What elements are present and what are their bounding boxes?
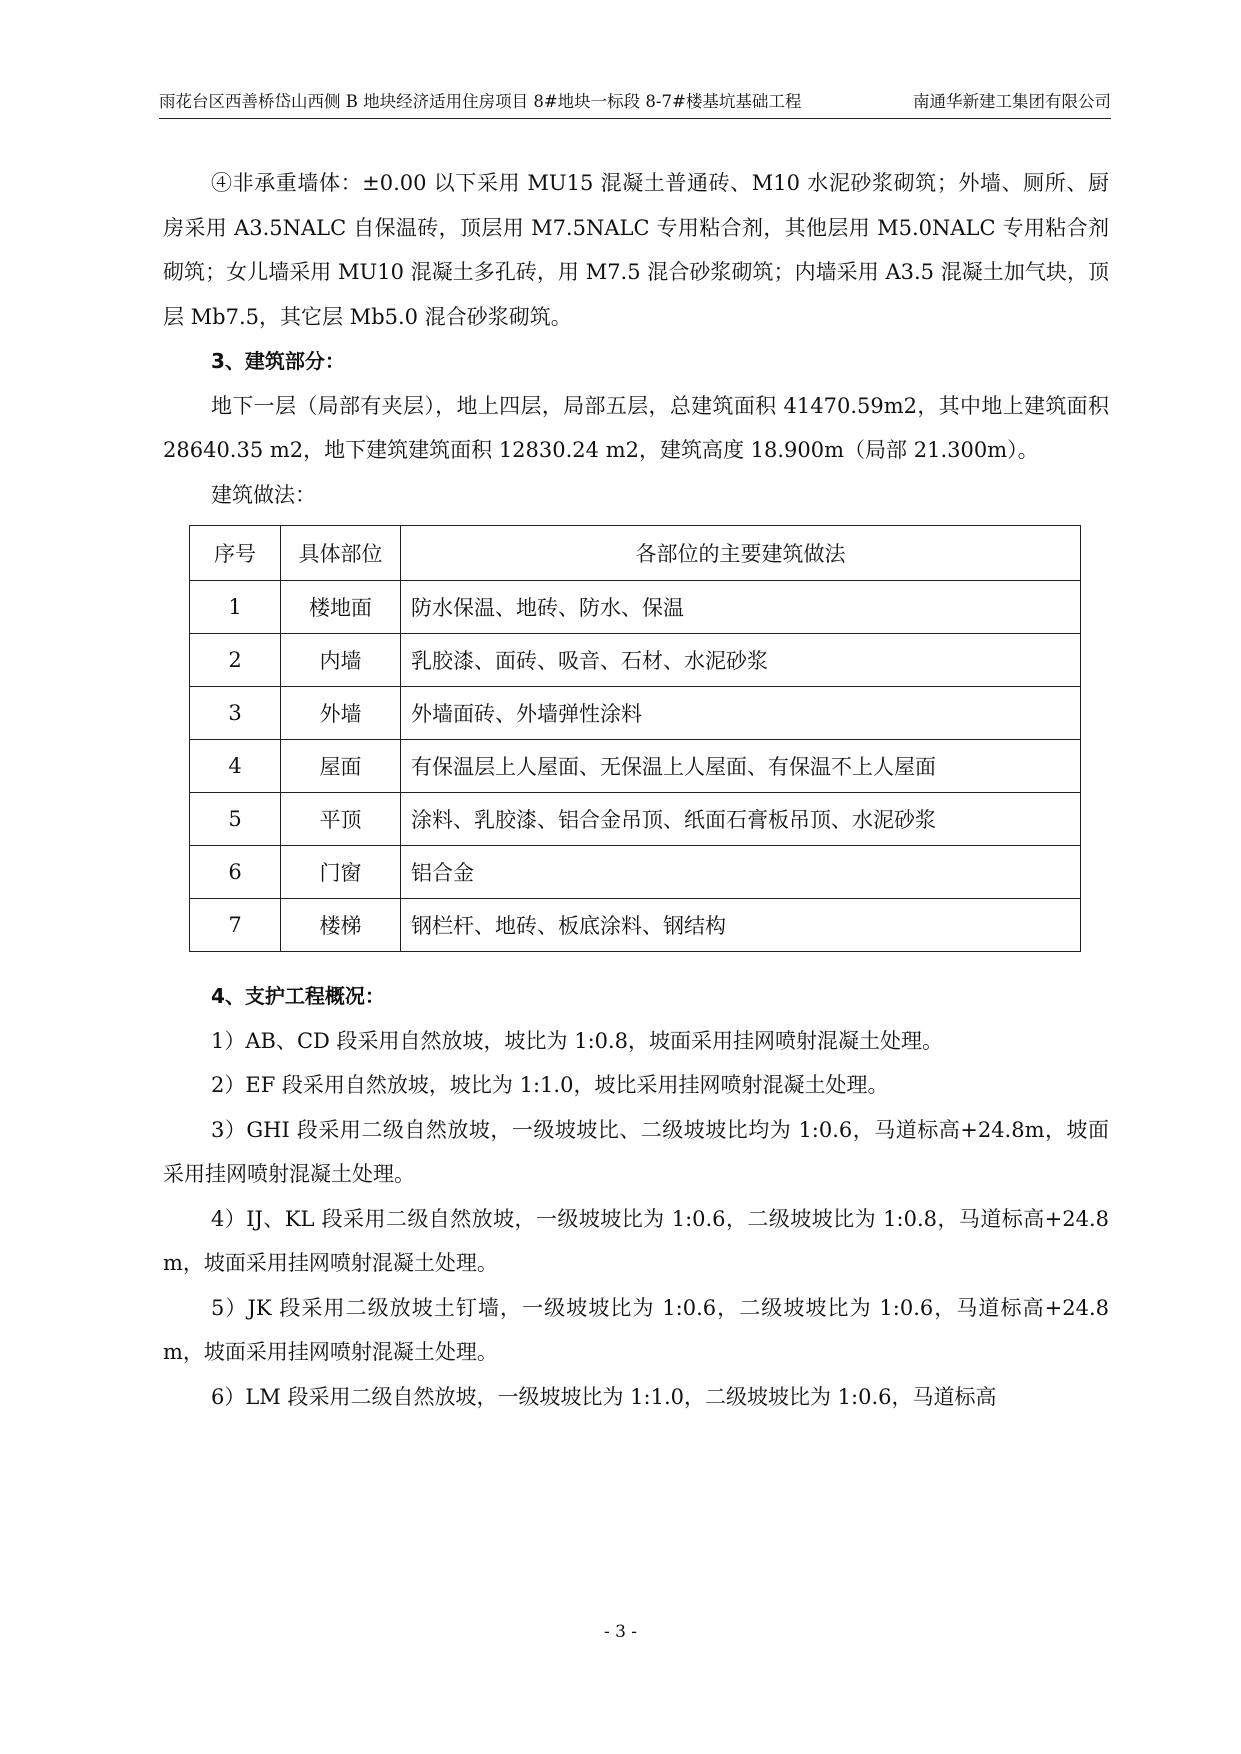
support-item-6: 6）LM 段采用二级自然放坡，一级坡坡比为 1:1.0，二级坡坡比为 1:0.6，马道标高 [211, 1384, 997, 1409]
page-header [159, 86, 1111, 119]
table-cell-method: 有保温层上人屋面、无保温上人屋面、有保温不上人屋面 [401, 740, 1081, 793]
table-cell-index: 3 [190, 687, 281, 740]
table-cell-index: 4 [190, 740, 281, 793]
table-header-cell: 序号 [190, 526, 281, 581]
table-row [190, 581, 1081, 634]
table-cell-part: 楼梯 [281, 899, 401, 952]
table-cell-part: 屋面 [281, 740, 401, 793]
table-cell-method: 乳胶漆、面砖、吸音、石材、水泥砂浆 [401, 634, 1081, 687]
table-header-cell: 各部位的主要建筑做法 [401, 526, 1081, 581]
heading-support-works: 4、支护工程概况： [211, 984, 385, 1008]
table-cell-part: 内墙 [281, 634, 401, 687]
support-item-4: 4）IJ、KL 段采用二级自然放坡，一级坡坡比为 1:0.6，二级坡坡比为 1:0.8，马道标高+24.8m，坡面采用挂网喷射混凝土处理。 [163, 1206, 1109, 1275]
table-cell-method: 防水保温、地砖、防水、保温 [401, 581, 1081, 634]
page-number: - 3 - [603, 1622, 638, 1642]
table-cell-method: 涂料、乳胶漆、铝合金吊顶、纸面石膏板吊顶、水泥砂浆 [401, 793, 1081, 846]
table-cell-index: 6 [190, 846, 281, 899]
support-item-5: 5）JK 段采用二级放坡土钉墙，一级坡坡比为 1:0.6，二级坡坡比为 1:0.6，马道标高+24.8m，坡面采用挂网喷射混凝土处理。 [163, 1295, 1109, 1364]
table-cell-method: 钢栏杆、地砖、板底涂料、钢结构 [401, 899, 1081, 952]
table-header-cell: 具体部位 [281, 526, 401, 581]
table-cell-part: 平顶 [281, 793, 401, 846]
table-row [190, 634, 1081, 687]
heading-architecture: 3、建筑部分： [211, 349, 345, 373]
table-cell-part: 楼地面 [281, 581, 401, 634]
header-project-title: 雨花台区西善桥岱山西侧 B 地块经济适用住房项目 8#地块一标段 8-7#楼基坑基础工程 [159, 92, 802, 111]
table-cell-part: 外墙 [281, 687, 401, 740]
table-header-row [190, 526, 1081, 581]
table-cell-index: 7 [190, 899, 281, 952]
table-cell-index: 5 [190, 793, 281, 846]
table-row [190, 793, 1081, 846]
document-body [163, 161, 1109, 1419]
table-cell-method: 外墙面砖、外墙弹性涂料 [401, 687, 1081, 740]
table-cell-index: 2 [190, 634, 281, 687]
table-row [190, 846, 1081, 899]
spacer [163, 952, 1109, 974]
support-item-1: 1）AB、CD 段采用自然放坡，坡比为 1:0.8，坡面采用挂网喷射混凝土处理。 [211, 1028, 944, 1053]
table-cell-method: 铝合金 [401, 846, 1081, 899]
table-row [190, 899, 1081, 952]
construction-methods-table [189, 525, 1081, 952]
table-row [190, 687, 1081, 740]
table-row [190, 740, 1081, 793]
paragraph-methods-label: 建筑做法： [211, 482, 316, 507]
paragraph-wall: ④非承重墙体：±0.00 以下采用 MU15 混凝土普通砖、M10 水泥砂浆砌筑；外墙、厕所、厨房采用 A3.5NALC 自保温砖，顶层用 M7.5NALC 专用粘合剂，其他层用 M5.0NALC 专用粘合剂砌筑；女儿墙采用 MU10 混凝土多孔砖，用 M7.5 混合砂浆砌筑；内墙采用 A3.5 混凝土加气块，顶层 Mb7.5，其它层 Mb5.0 混合砂浆砌筑。 [163, 171, 1109, 329]
table-cell-part: 门窗 [281, 846, 401, 899]
paragraph-architecture: 地下一层（局部有夹层），地上四层，局部五层，总建筑面积 41470.59m2，其中地上建筑面积 28640.35 m2，地下建筑建筑面积 12830.24 m2，建筑高度 18.900m（局部 21.300m）。 [163, 393, 1109, 462]
table-cell-index: 1 [190, 581, 281, 634]
support-item-2: 2）EF 段采用自然放坡，坡比为 1:1.0，坡比采用挂网喷射混凝土处理。 [211, 1073, 889, 1097]
support-item-3: 3）GHI 段采用二级自然放坡，一级坡坡比、二级坡坡比均为 1:0.6，马道标高+24.8m，坡面采用挂网喷射混凝土处理。 [163, 1117, 1109, 1186]
header-company: 南通华新建工集团有限公司 [913, 92, 1111, 111]
